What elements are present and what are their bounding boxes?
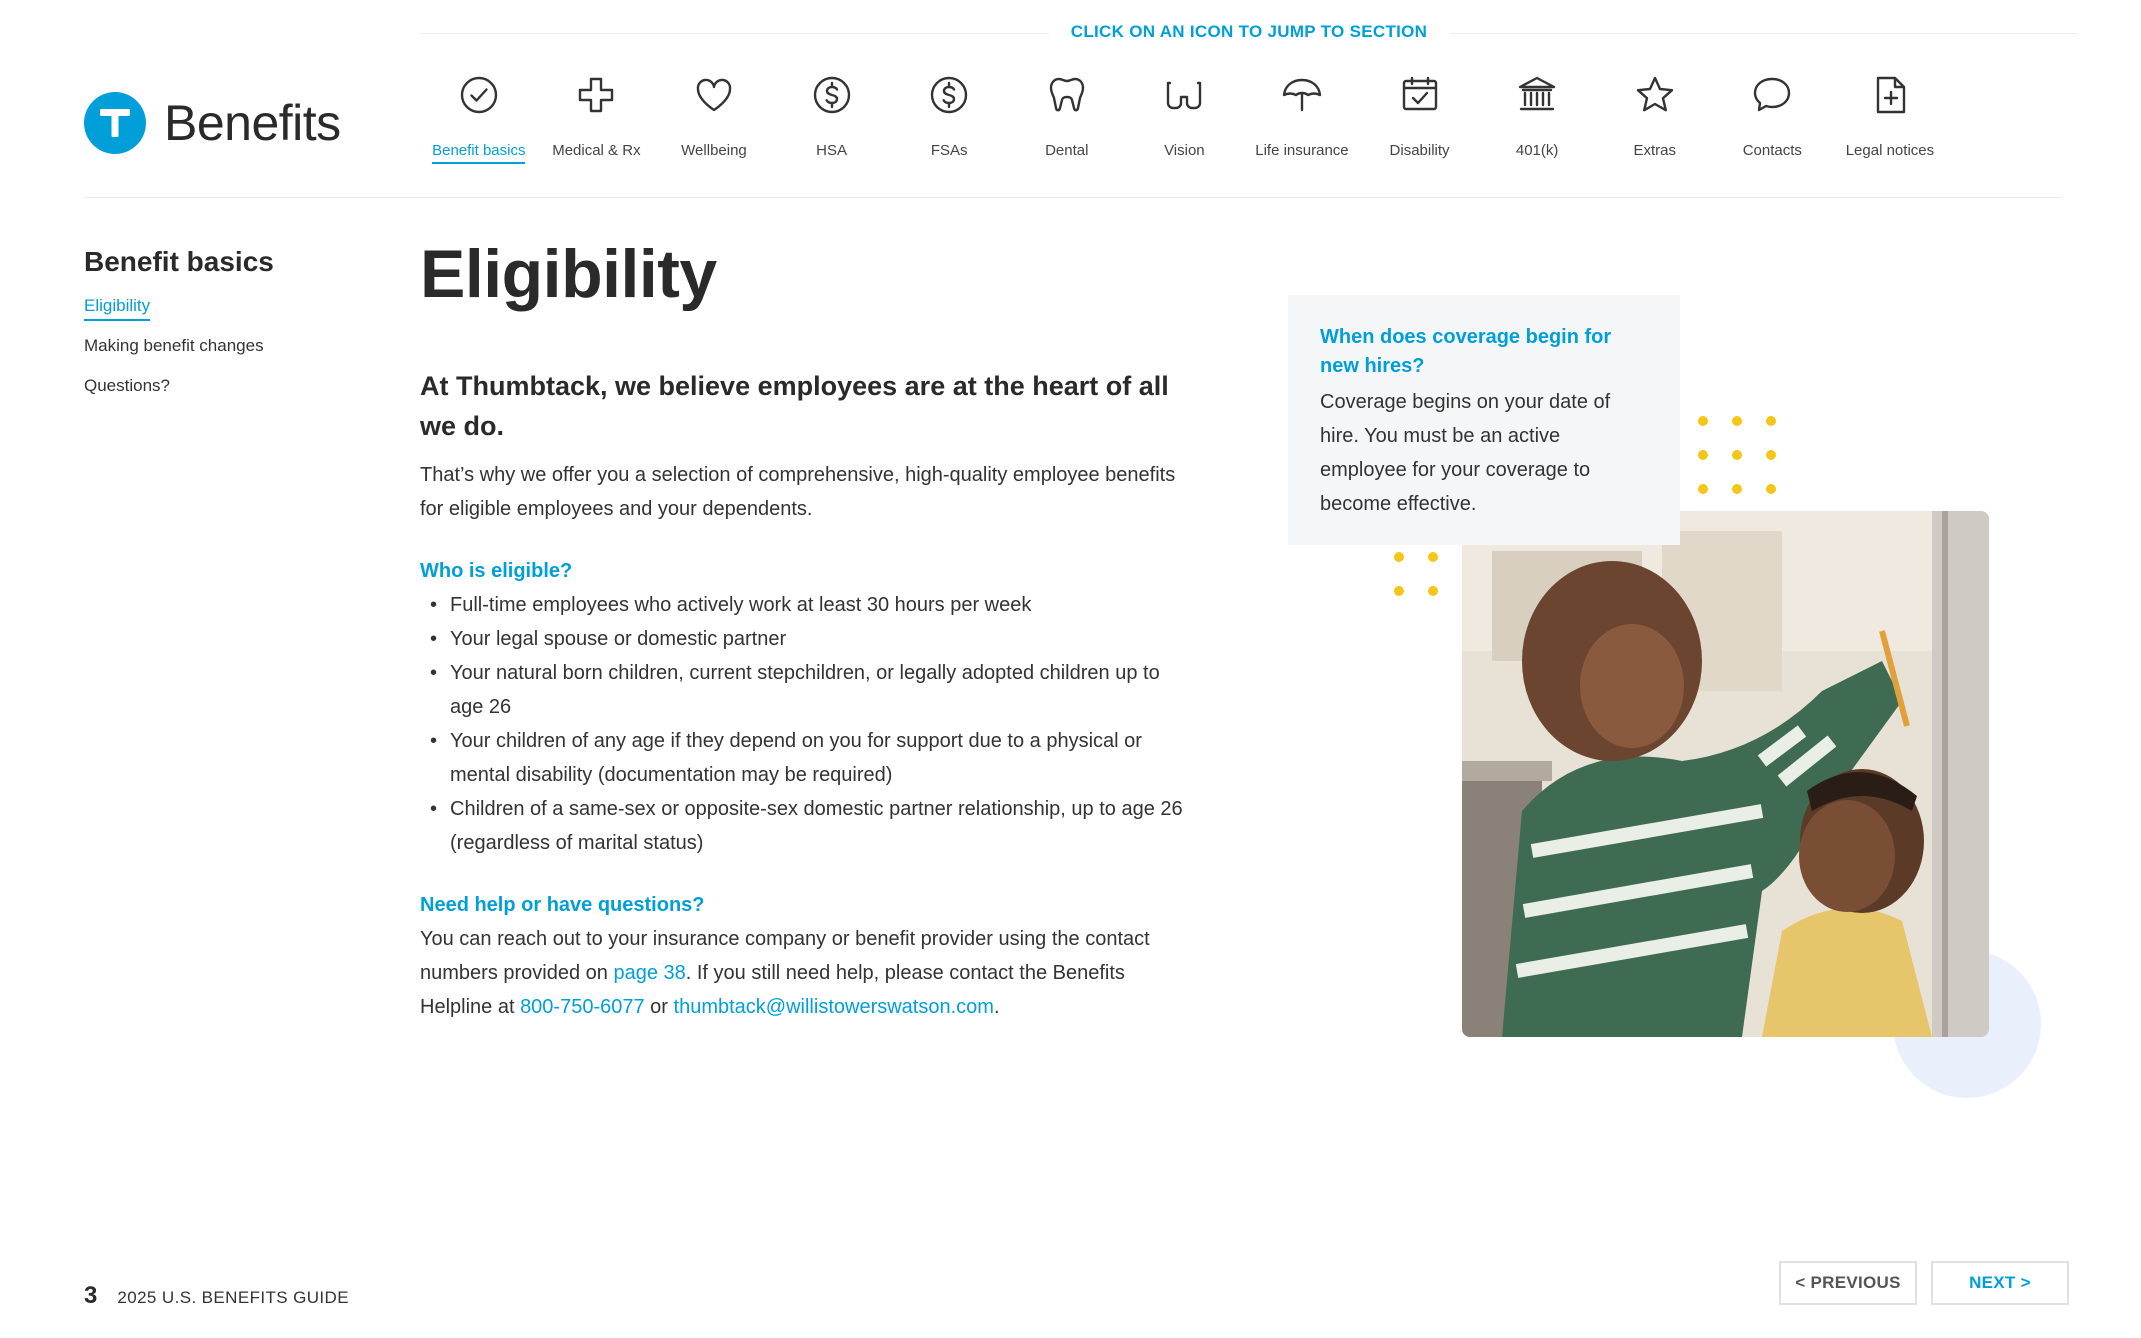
section-nav	[420, 70, 1949, 164]
list-item: • Your natural born children, current stepchildren, or legally adopted children up to age 26	[420, 656, 1190, 724]
nav-label: Life insurance	[1255, 142, 1349, 159]
nav-label: Dental	[1045, 142, 1089, 159]
nav-label: Medical & Rx	[552, 142, 641, 159]
helpline-phone-link[interactable]: 800-750-6077	[520, 996, 645, 1018]
glasses-icon	[1159, 70, 1209, 120]
helpline-email-link[interactable]: thumbtack@willistowerswatson.com	[673, 996, 994, 1018]
page-38-link[interactable]: page 38	[613, 962, 686, 984]
nav-401k[interactable]	[1478, 70, 1596, 164]
callout-text: Coverage begins on your date of hire. You must be an active employee for your coverage to become effective.	[1320, 391, 1611, 515]
sidebar-item-eligibility[interactable]: Eligibility	[84, 296, 264, 336]
nav-label: Disability	[1389, 142, 1450, 159]
eligible-heading: Who is eligible?	[420, 560, 573, 582]
nav-legal-notices[interactable]	[1831, 70, 1949, 164]
next-button[interactable]: NEXT >	[1931, 1261, 2069, 1305]
list-item: • Children of a same-sex or opposite-sex domestic partner relationship, up to age 26 (regardless of marital status)	[420, 792, 1190, 860]
nav-medical-rx[interactable]	[538, 70, 656, 164]
brand-name: Benefits	[164, 95, 341, 151]
nav-label: Legal notices	[1845, 142, 1935, 159]
bank-icon	[1512, 70, 1562, 120]
nav-label: Wellbeing	[681, 142, 747, 159]
previous-button[interactable]: < PREVIOUS	[1779, 1261, 1917, 1305]
nav-dental[interactable]	[1008, 70, 1126, 164]
help-paragraph: You can reach out to your insurance company or benefit provider using the contact numbers provided on page 38. If you still need help, please contact the Benefits Helpline at 800-750-6077 or thumbtack@willistowerswatson.com.	[420, 928, 1150, 1018]
intro-paragraph: That’s why we offer you a selection of comprehensive, high-quality employee benefits for eligible employees and your dependents.	[420, 464, 1176, 520]
page-number: 3	[84, 1282, 98, 1309]
nav-wellbeing[interactable]	[655, 70, 773, 164]
nav-fsas[interactable]	[890, 70, 1008, 164]
sidebar-item-making-benefit-changes[interactable]: Making benefit changes	[84, 336, 264, 355]
photo-parent-measuring-child	[1462, 511, 1989, 1037]
dollar-circle-icon	[924, 70, 974, 120]
nav-label: 401(k)	[1515, 142, 1559, 159]
sidebar-item-questions[interactable]: Questions?	[84, 376, 170, 395]
main-content	[420, 236, 1190, 1024]
check-circle-icon	[454, 70, 504, 120]
nav-label: Vision	[1164, 142, 1205, 159]
star-icon	[1630, 70, 1680, 120]
nav-hsa[interactable]	[773, 70, 891, 164]
page-footer	[84, 1282, 349, 1310]
nav-label: Benefit basics	[432, 142, 525, 164]
nav-contacts[interactable]	[1714, 70, 1832, 164]
help-heading: Need help or have questions?	[420, 894, 705, 916]
nav-label: Contacts	[1742, 142, 1802, 159]
nav-life-insurance[interactable]	[1243, 70, 1361, 164]
sidebar-nav	[84, 296, 264, 416]
nav-extras[interactable]	[1596, 70, 1714, 164]
list-item: • Your legal spouse or domestic partner	[420, 622, 1190, 656]
coverage-callout	[1288, 295, 1680, 545]
jump-banner	[420, 20, 2078, 50]
list-item: • Your children of any age if they depend on you for support due to a physical or mental disability (documentation may be required)	[420, 724, 1190, 792]
document-plus-icon	[1865, 70, 1915, 120]
tooth-icon	[1042, 70, 1092, 120]
list-item: • Full-time employees who actively work at least 30 hours per week	[420, 588, 1190, 622]
nav-label: HSA	[816, 142, 847, 159]
nav-vision[interactable]	[1126, 70, 1244, 164]
umbrella-icon	[1277, 70, 1327, 120]
brand-logo	[84, 92, 341, 154]
dollar-circle-icon	[807, 70, 857, 120]
jump-label: CLICK ON AN ICON TO JUMP TO SECTION	[1049, 22, 1450, 42]
nav-benefit-basics[interactable]	[420, 70, 538, 164]
eligible-list	[420, 588, 1190, 860]
page-title: Eligibility	[420, 236, 717, 312]
lead-paragraph: At Thumbtack, we believe employees are at the heart of all we do.	[420, 371, 1169, 441]
guide-name: 2025 U.S. BENEFITS GUIDE	[117, 1288, 349, 1307]
sidebar-title: Benefit basics	[84, 246, 274, 277]
callout-title: When does coverage begin for new hires?	[1320, 326, 1612, 377]
nav-label: Extras	[1633, 142, 1676, 159]
nav-label: FSAs	[930, 142, 968, 159]
heart-icon	[689, 70, 739, 120]
medical-cross-icon	[571, 70, 621, 120]
chat-bubble-icon	[1747, 70, 1797, 120]
header-divider	[84, 197, 2061, 198]
decorative-dots	[1394, 552, 1438, 596]
calendar-check-icon	[1395, 70, 1445, 120]
nav-disability[interactable]	[1361, 70, 1479, 164]
thumbtack-logo-icon	[84, 92, 146, 154]
decorative-dots	[1698, 416, 1776, 494]
